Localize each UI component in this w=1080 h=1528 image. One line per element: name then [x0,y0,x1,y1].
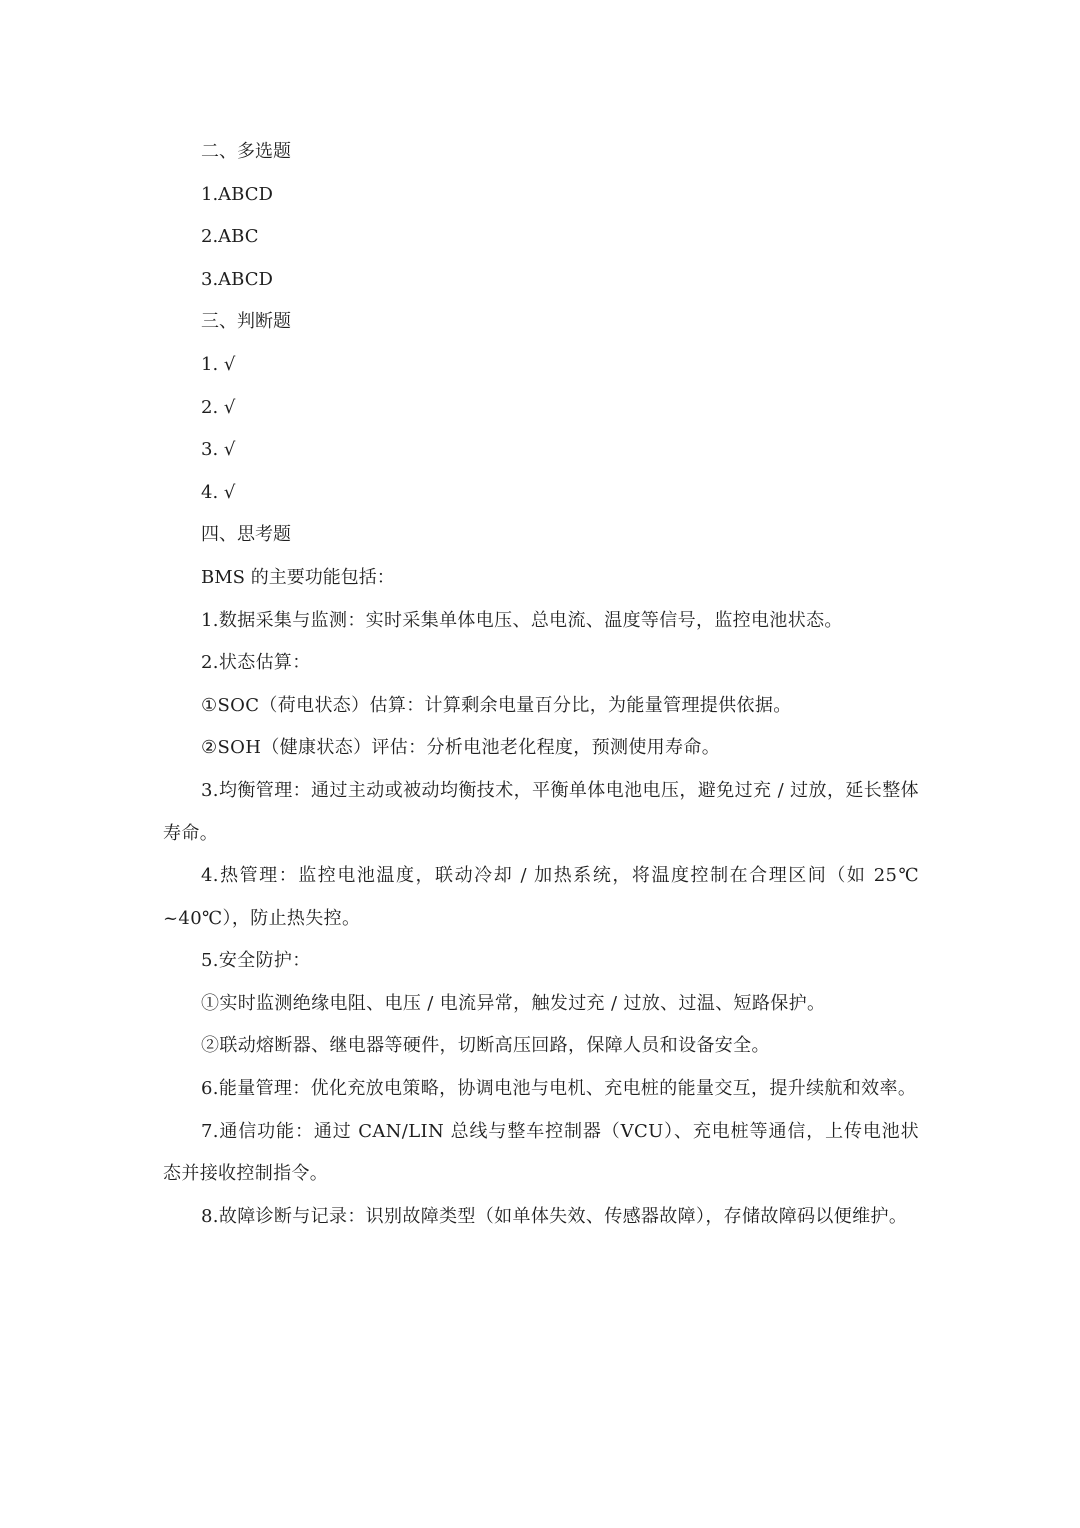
answer-item: 4. √ [201,481,236,503]
answer-item: 2.ABC [201,226,259,248]
section-heading-multiple-choice: 二、多选题 [201,141,291,162]
bms-function-item: 5.安全防护： [201,950,311,972]
section-heading-thinking: 四、思考题 [201,524,291,546]
bms-function-subitem: ①SOC（荷电状态）估算：计算剩余电量百分比，为能量管理提供依据。 [201,694,792,716]
bms-function-item: 3.均衡管理：通过主动或被动均衡技术，平衡单体电池电压，避免过充 / 过放，延长整体寿命。 [163,779,919,844]
answer-item: 3. √ [201,439,236,461]
bms-function-item: 1.数据采集与监测：实时采集单体电压、总电流、温度等信号，监控电池状态。 [201,609,843,631]
answer-item: 2. √ [201,396,236,418]
section-heading-true-false: 三、判断题 [201,311,291,333]
bms-function-item: 4.热管理：监控电池温度，联动冷却 / 加热系统，将温度控制在合理区间（如 25℃ ~40℃），防止热失控。 [163,865,919,929]
bms-function-item: 2.状态估算： [201,652,311,674]
bms-function-subitem: ①实时监测绝缘电阻、电压 / 电流异常，触发过充 / 过放、过温、短路保护。 [201,992,826,1014]
answer-item: 3.ABCD [201,268,273,290]
bms-function-item: 8.故障诊断与记录：识别故障类型（如单体失效、传感器故障），存储故障码以便维护。 [201,1205,908,1227]
bms-function-subitem: ②SOH（健康状态）评估：分析电池老化程度，预测使用寿命。 [201,737,721,759]
thinking-intro: BMS 的主要功能包括： [201,566,395,588]
bms-function-item: 6.能量管理：优化充放电策略，协调电池与电机、充电桩的能量交互，提升续航和效率。 [201,1078,917,1100]
bms-function-item: 7.通信功能：通过 CAN/LIN 总线与整车控制器（VCU）、充电桩等通信，上传电池状态并接收控制指令。 [163,1120,919,1185]
bms-function-subitem: ②联动熔断器、继电器等硬件，切断高压回路，保障人员和设备安全。 [201,1035,770,1057]
answer-item: 1.ABCD [201,183,273,205]
answer-content [163,131,919,1238]
answer-item: 1. √ [201,353,236,375]
